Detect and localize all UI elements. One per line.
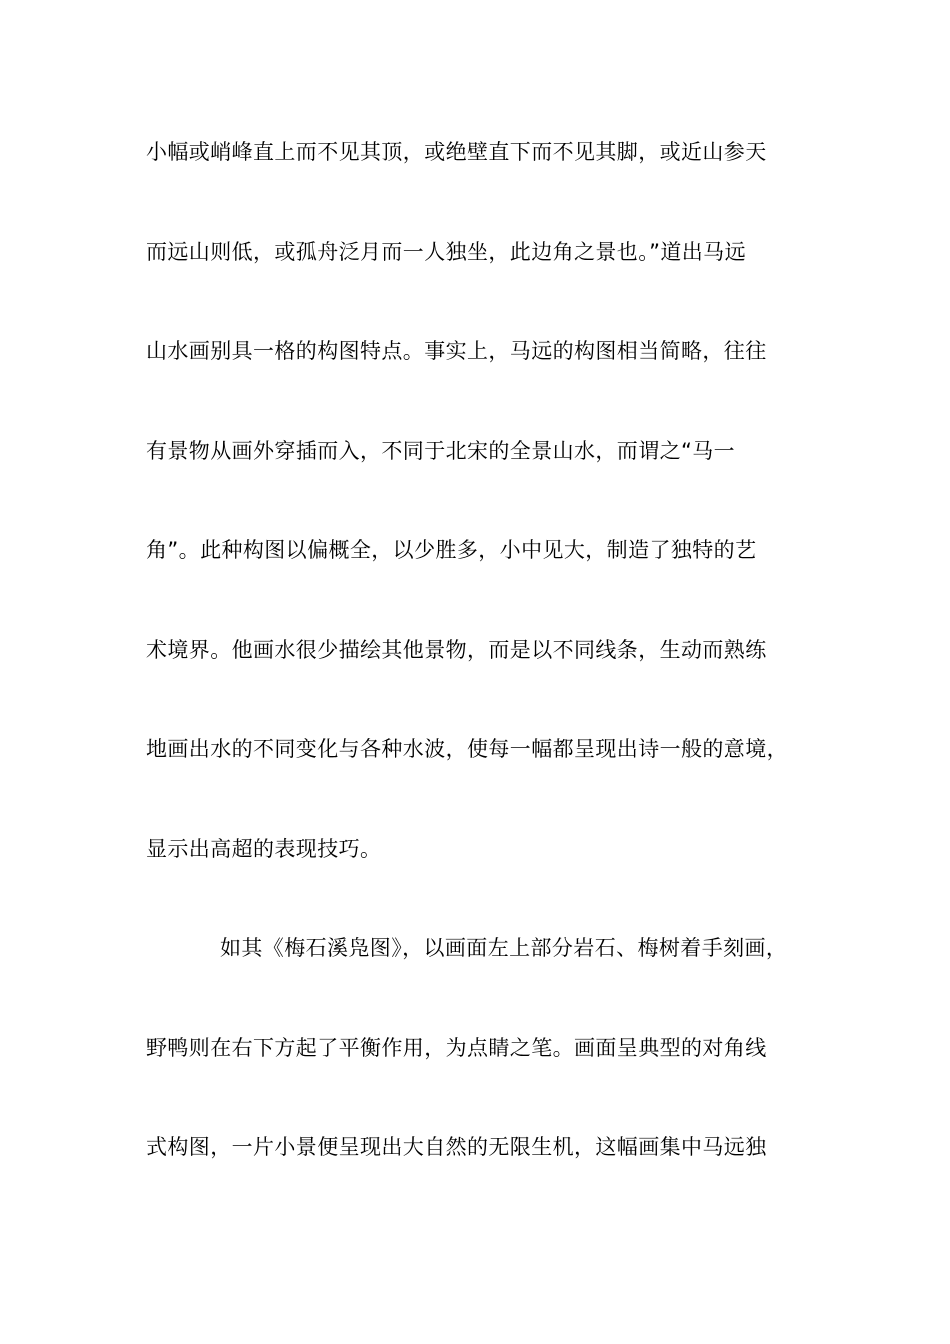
paragraph-start-line: 如其《梅石溪凫图》，以画面左上部分岩石、梅树着手刻画， (220, 936, 788, 960)
text-line-7: 地画出水的不同变化与各种水波，使每一幅都呈现出诗一般的意境， (146, 737, 788, 761)
body-text (146, 128, 836, 1223)
text-line-5: 角”。此种构图以偏概全，以少胜多，小中见大，制造了独特的艺 (146, 538, 757, 562)
text-line-2: 而远山则低，或孤舟泛月而一人独坐，此边角之景也。”道出马远 (146, 239, 746, 264)
text-line-10: 野鸭则在右下方起了平衡作用，为点睛之笔。画面呈典型的对角线 (146, 1035, 767, 1060)
text-line-6: 术境界。他画水很少描绘其他景物，而是以不同线条，生动而熟练 (146, 637, 767, 662)
text-line-1: 小幅或峭峰直上而不见其顶，或绝壁直下而不见其脚，或近山参天 (146, 140, 767, 164)
text-line-4: 有景物从画外穿插而入，不同于北宋的全景山水，而谓之“马一 (146, 438, 736, 463)
text-line-3: 山水画别具一格的构图特点。事实上，马远的构图相当简略，往往 (146, 339, 767, 363)
text-line-8: 显示出高超的表现技巧。 (146, 836, 382, 861)
text-line-11: 式构图，一片小景便呈现出大自然的无限生机，这幅画集中马远独 (146, 1135, 767, 1159)
